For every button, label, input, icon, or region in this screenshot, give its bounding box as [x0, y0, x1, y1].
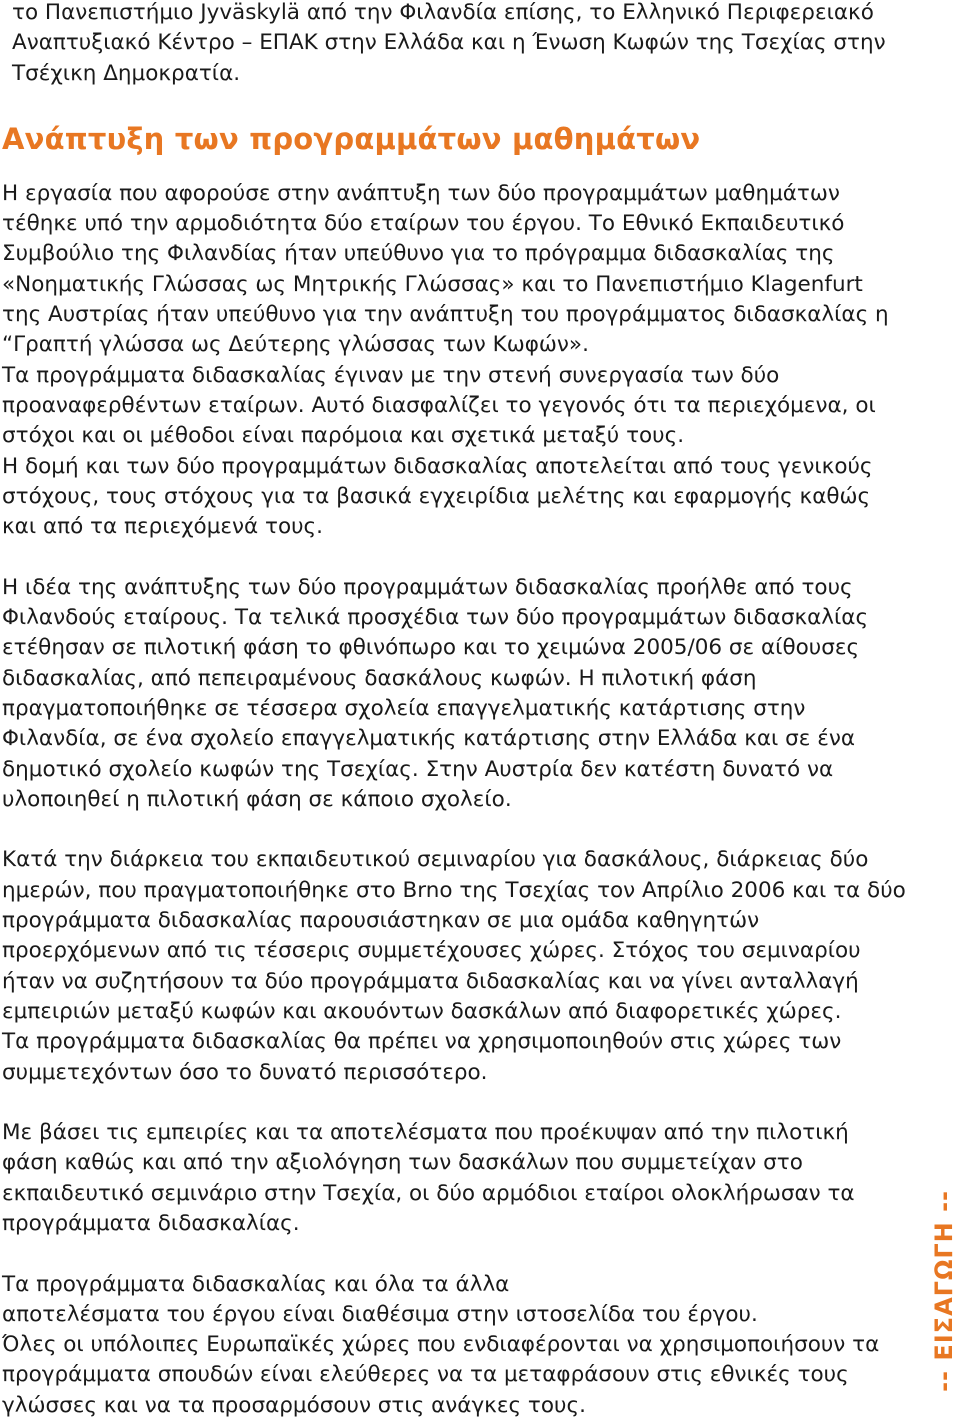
paragraph-4: Η ιδέα της ανάπτυξης των δύο προγραμμάτων διδασκαλίας προήλθε από τους Φιλανδούς εταίρους. Τα τελικά προσχέδια των δύο προγραμμάτων διδασκαλίας ετέθησαν σε πιλοτική φάση το φθινόπωρο και το χειμώνα 2005/06 σε αίθουσες διδασκαλίας, από πεπειραμένους δασκάλους κωφών. Η πιλοτική φάση πραγματοποιήθηκε σε τέσσερα σχολεία επαγγελματικής κατάρτισης στην Φιλανδία, σε ένα σχολείο επαγγελματικής κατάρτισης στην Ελλάδα και σε ένα δημοτικό σχολείο κωφών της Τσεχίας. Στην Αυστρία δεν κατέστη δυνατό να υλοποιηθεί η πιλοτική φάση σε κάποιο σχολείο. — [2, 574, 869, 812]
section-side-label: -- ΕΙΣΑΓΩΓΗ -- — [930, 1190, 958, 1392]
paragraph-7: Με βάσει τις εμπειρίες και τα αποτελέσματα που προέκυψαν από την πιλοτική φάση καθώς και από την αξιολόγηση των δασκάλων που συμμετείχαν στο εκπαιδευτικό σεμινάριο στην Τσεχία, οι δύο αρμόδιοι εταίροι ολοκλήρωσαν τα προγράμματα διδασκαλίας. — [2, 1120, 855, 1236]
paragraph-1: Η εργασία που αφορούσε στην ανάπτυξη των δύο προγραμμάτων μαθημάτων τέθηκε υπό την αρμοδιότητα δύο εταίρων του έργου. Το Εθνικό Εκπαιδευτικό Συμβούλιο της Φιλανδίας ήταν υπεύθυνο για το πρόγραμμα διδασκαλίας της «Νοηματικής Γλώσσας ως Μητρικής Γλώσσας» και το Πανεπιστήμιο Klagenfurt της Αυστρίας ήταν υπεύθυνο για την ανάπτυξη του προγράμματος διδασκαλίας η “Γραπτή γλώσσα ως Δεύτερης γλώσσας των Κωφών». — [2, 180, 889, 358]
paragraph-8: Τα προγράμματα διδασκαλίας και όλα τα άλλα — [2, 1271, 510, 1297]
paragraph-2: Τα προγράμματα διδασκαλίας έγιναν με την στενή συνεργασία των δύο προαναφερθέντων εταίρων. Αυτό διασφαλίζει το γεγονός ότι τα περιεχόμενα, οι στόχοι και οι μέθοδοι είναι παρόμοια και σχετικά μεταξύ τους. — [2, 362, 876, 449]
section-title: Ανάπτυξη των προγραμμάτων μαθημάτων — [2, 121, 701, 156]
paragraph-10: Όλες οι υπόλοιπες Ευρωπαϊκές χώρες που ενδιαφέρονται να χρησιμοποιήσουν τα προγράμματα σπουδών είναι ελεύθερες να τα μεταφράσουν στις εθνικές τους γλώσσες και να τα προσαρμόσουν στις ανάγκες τους. — [2, 1332, 880, 1418]
paragraph-5: Κατά την διάρκεια του εκπαιδευτικού σεμιναρίου για δασκάλους, διάρκειας δύο ημερών, που πραγματοποιήθηκε στο Brno της Τσεχίας τον Απρίλιο 2006 και τα δύο προγράμματα διδασκαλίας παρουσιάστηκαν σε μια ομάδα καθηγητών προερχόμενων από τις τέσσερις συμμετέχουσες χώρες. Στόχος του σεμιναρίου ήταν να συζητήσουν τα δύο προγράμματα διδασκαλίας και να γίνει ανταλλαγή εμπειριών μεταξύ κωφών και ακουόντων δασκάλων από διαφορετικές χώρες. — [2, 847, 906, 1024]
text-column — [2, 0, 907, 1421]
intro-paragraph: το Πανεπιστήμιο Jyväskylä από την Φιλανδία επίσης, το Ελληνικό Περιφερειακό Αναπτυξιακό Κέντρο – ΕΠΑΚ στην Ελλάδα και η Ένωση Κωφών της Τσεχίας στην Τσέχικη Δημοκρατία. — [12, 0, 886, 86]
paragraph-6: Τα προγράμματα διδασκαλίας θα πρέπει να χρησιμοποιηθούν στις χώρες των συμμετεχόντων όσο το δυνατό περισσότερο. — [2, 1029, 842, 1085]
paragraph-3: Η δομή και των δύο προγραμμάτων διδασκαλίας αποτελείται από τους γενικούς στόχους, τους στόχους για τα βασικά εγχειρίδια μελέτης και εφαρμογής καθώς και από τα περιεχόμενά τους. — [2, 453, 873, 540]
paragraph-9: αποτελέσματα του έργου είναι διαθέσιμα στην ιστοσελίδα του έργου. — [2, 1301, 758, 1327]
